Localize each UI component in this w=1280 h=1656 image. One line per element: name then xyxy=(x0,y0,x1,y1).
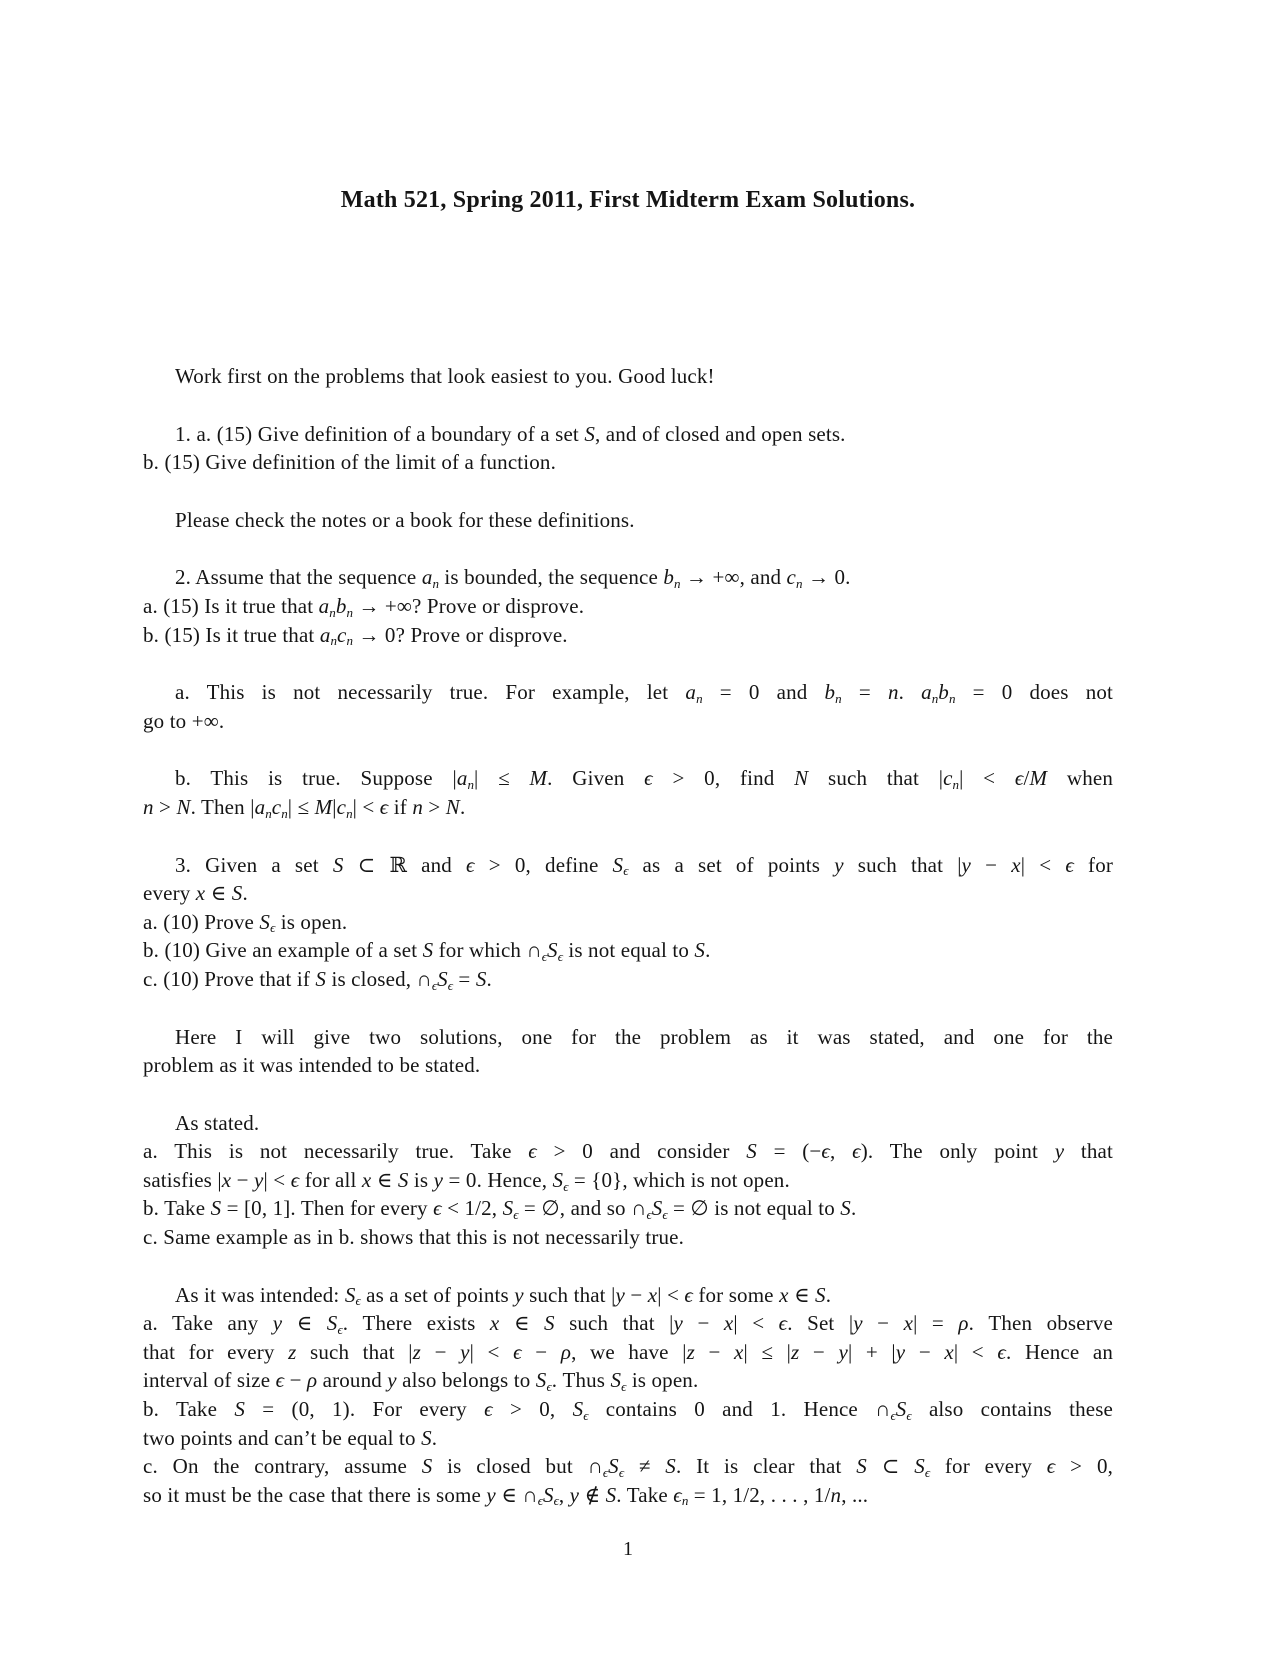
text-line: b. (10) Give an example of a set S for which $\cap_\epsilon S_\epsilon$ is not equal to S. xyxy=(143,938,711,964)
text-line: two points and can’t be equal to S. xyxy=(143,1425,438,1450)
text-line: a. (10) Prove $S_\epsilon$ is open. xyxy=(143,909,348,936)
text-line: c. Same example as in b. shows that this is not necessarily true. xyxy=(143,1225,685,1250)
paragraph xyxy=(143,764,1113,821)
text-line: Please check the notes or a book for these definitions. xyxy=(175,507,635,532)
text-line: c. On the contrary, assume S is closed but $\cap_\epsilon S_\epsilon \ne S$. It is clear that S ⊂ $S_\epsilon$ for every ϵ > 0, xyxy=(143,1454,1113,1480)
text-line: 1. a. (15) Give definition of a boundary of a set S, and of closed and open sets. xyxy=(175,421,846,446)
text-line: problem as it was intended to be stated. xyxy=(143,1053,481,1078)
text-line: 3. Given a set S ⊂ ℝ and ϵ > 0, define $S_\epsilon$ as a set of points y such that |y − x| < ϵ for xyxy=(175,852,1113,879)
paragraph xyxy=(143,678,1113,735)
page-number: 1 xyxy=(623,1538,633,1561)
text-line: n > N. Then $|a_nc_n| \le M|c_n| < \epsilon$ if n > N. xyxy=(143,794,466,821)
text-line: As it was intended: $S_\epsilon$ as a set of points y such that |y − x| < ϵ for some x ∈ S. xyxy=(175,1282,832,1309)
paragraph xyxy=(143,362,1113,391)
paragraph xyxy=(143,506,1113,535)
page-title: Math 521, Spring 2011, First Midterm Exam Solutions. xyxy=(340,187,916,213)
text-line: b. Take S = (0, 1). For every ϵ > 0, $S_\epsilon$ contains 0 and 1. Hence $\cap_\epsilon S_\epsilon$ also contains these xyxy=(143,1397,1114,1423)
text-line: a. This is not necessarily true. For example, let $a_n = 0$ and $b_n = n$. $a_nb_n = 0$ does not xyxy=(175,680,1113,706)
document xyxy=(143,0,1113,1561)
paragraph xyxy=(143,563,1113,649)
text-line: Here I will give two solutions, one for the problem as it was stated, and one for the xyxy=(175,1024,1113,1049)
text-line: b. (15) Is it true that $a_nc_n \to 0$? Prove or disprove. xyxy=(143,622,568,649)
text-line: a. Take any y ∈ $S_\epsilon$. There exists x ∈ S such that |y − x| < ϵ. Set |y − x| = ρ. Then observe xyxy=(143,1311,1113,1337)
text-line: Work first on the problems that look easiest to you. Good luck! xyxy=(175,364,715,388)
paragraph xyxy=(143,1023,1113,1080)
document-body xyxy=(143,362,1113,1509)
text-line: b. Take S = [0, 1]. Then for every ϵ < 1/2, $S_\epsilon$ = ∅, and so $\cap_\epsilon S_\epsilon$ = ∅ is not equal to S. xyxy=(143,1196,857,1223)
paragraph xyxy=(143,851,1113,994)
text-line: that for every z such that |z − y| < ϵ − ρ, we have |z − x| ≤ |z − y| + |y − x| < ϵ. Hence an xyxy=(143,1339,1114,1364)
text-line: go to +∞. xyxy=(143,708,225,733)
text-line: interval of size ϵ − ρ around y also belongs to $S_\epsilon$. Thus $S_\epsilon$ is open. xyxy=(143,1368,699,1395)
text-line: a. (15) Is it true that $a_nb_n$ → +∞? Prove or disprove. xyxy=(143,593,585,620)
text-line: every x ∈ S. xyxy=(143,881,248,906)
paragraph xyxy=(143,1109,1113,1252)
text-line: satisfies |x − y| < ϵ for all x ∈ S is y = 0. Hence, $S_\epsilon = \{0\}$, which is not open. xyxy=(143,1167,790,1194)
text-line: a. This is not necessarily true. Take ϵ > 0 and consider S = (−ϵ, ϵ). The only point y that xyxy=(143,1139,1113,1164)
text-line: b. (15) Give definition of the limit of a function. xyxy=(143,450,556,475)
text-line: As stated. xyxy=(175,1110,260,1135)
paragraph xyxy=(143,1281,1113,1510)
text-line: b. This is true. Suppose $|a_n| \le M$. Given ϵ > 0, find N such that $|c_n| < \epsilon/M$ when xyxy=(175,766,1113,792)
text-line: so it must be the case that there is some y ∈ $\cap_\epsilon S_\epsilon$, y ∉ S. Take $\epsilon_n = 1$, 1/2, . . . , 1/n, ... xyxy=(143,1482,869,1509)
text-line: c. (10) Prove that if S is closed, $\cap_\epsilon S_\epsilon = S$. xyxy=(143,966,492,993)
text-line: 2. Assume that the sequence $a_n$ is bounded, the sequence $b_n$ → +∞, and $c_n \to 0$. xyxy=(175,565,851,592)
paragraph xyxy=(143,420,1113,477)
